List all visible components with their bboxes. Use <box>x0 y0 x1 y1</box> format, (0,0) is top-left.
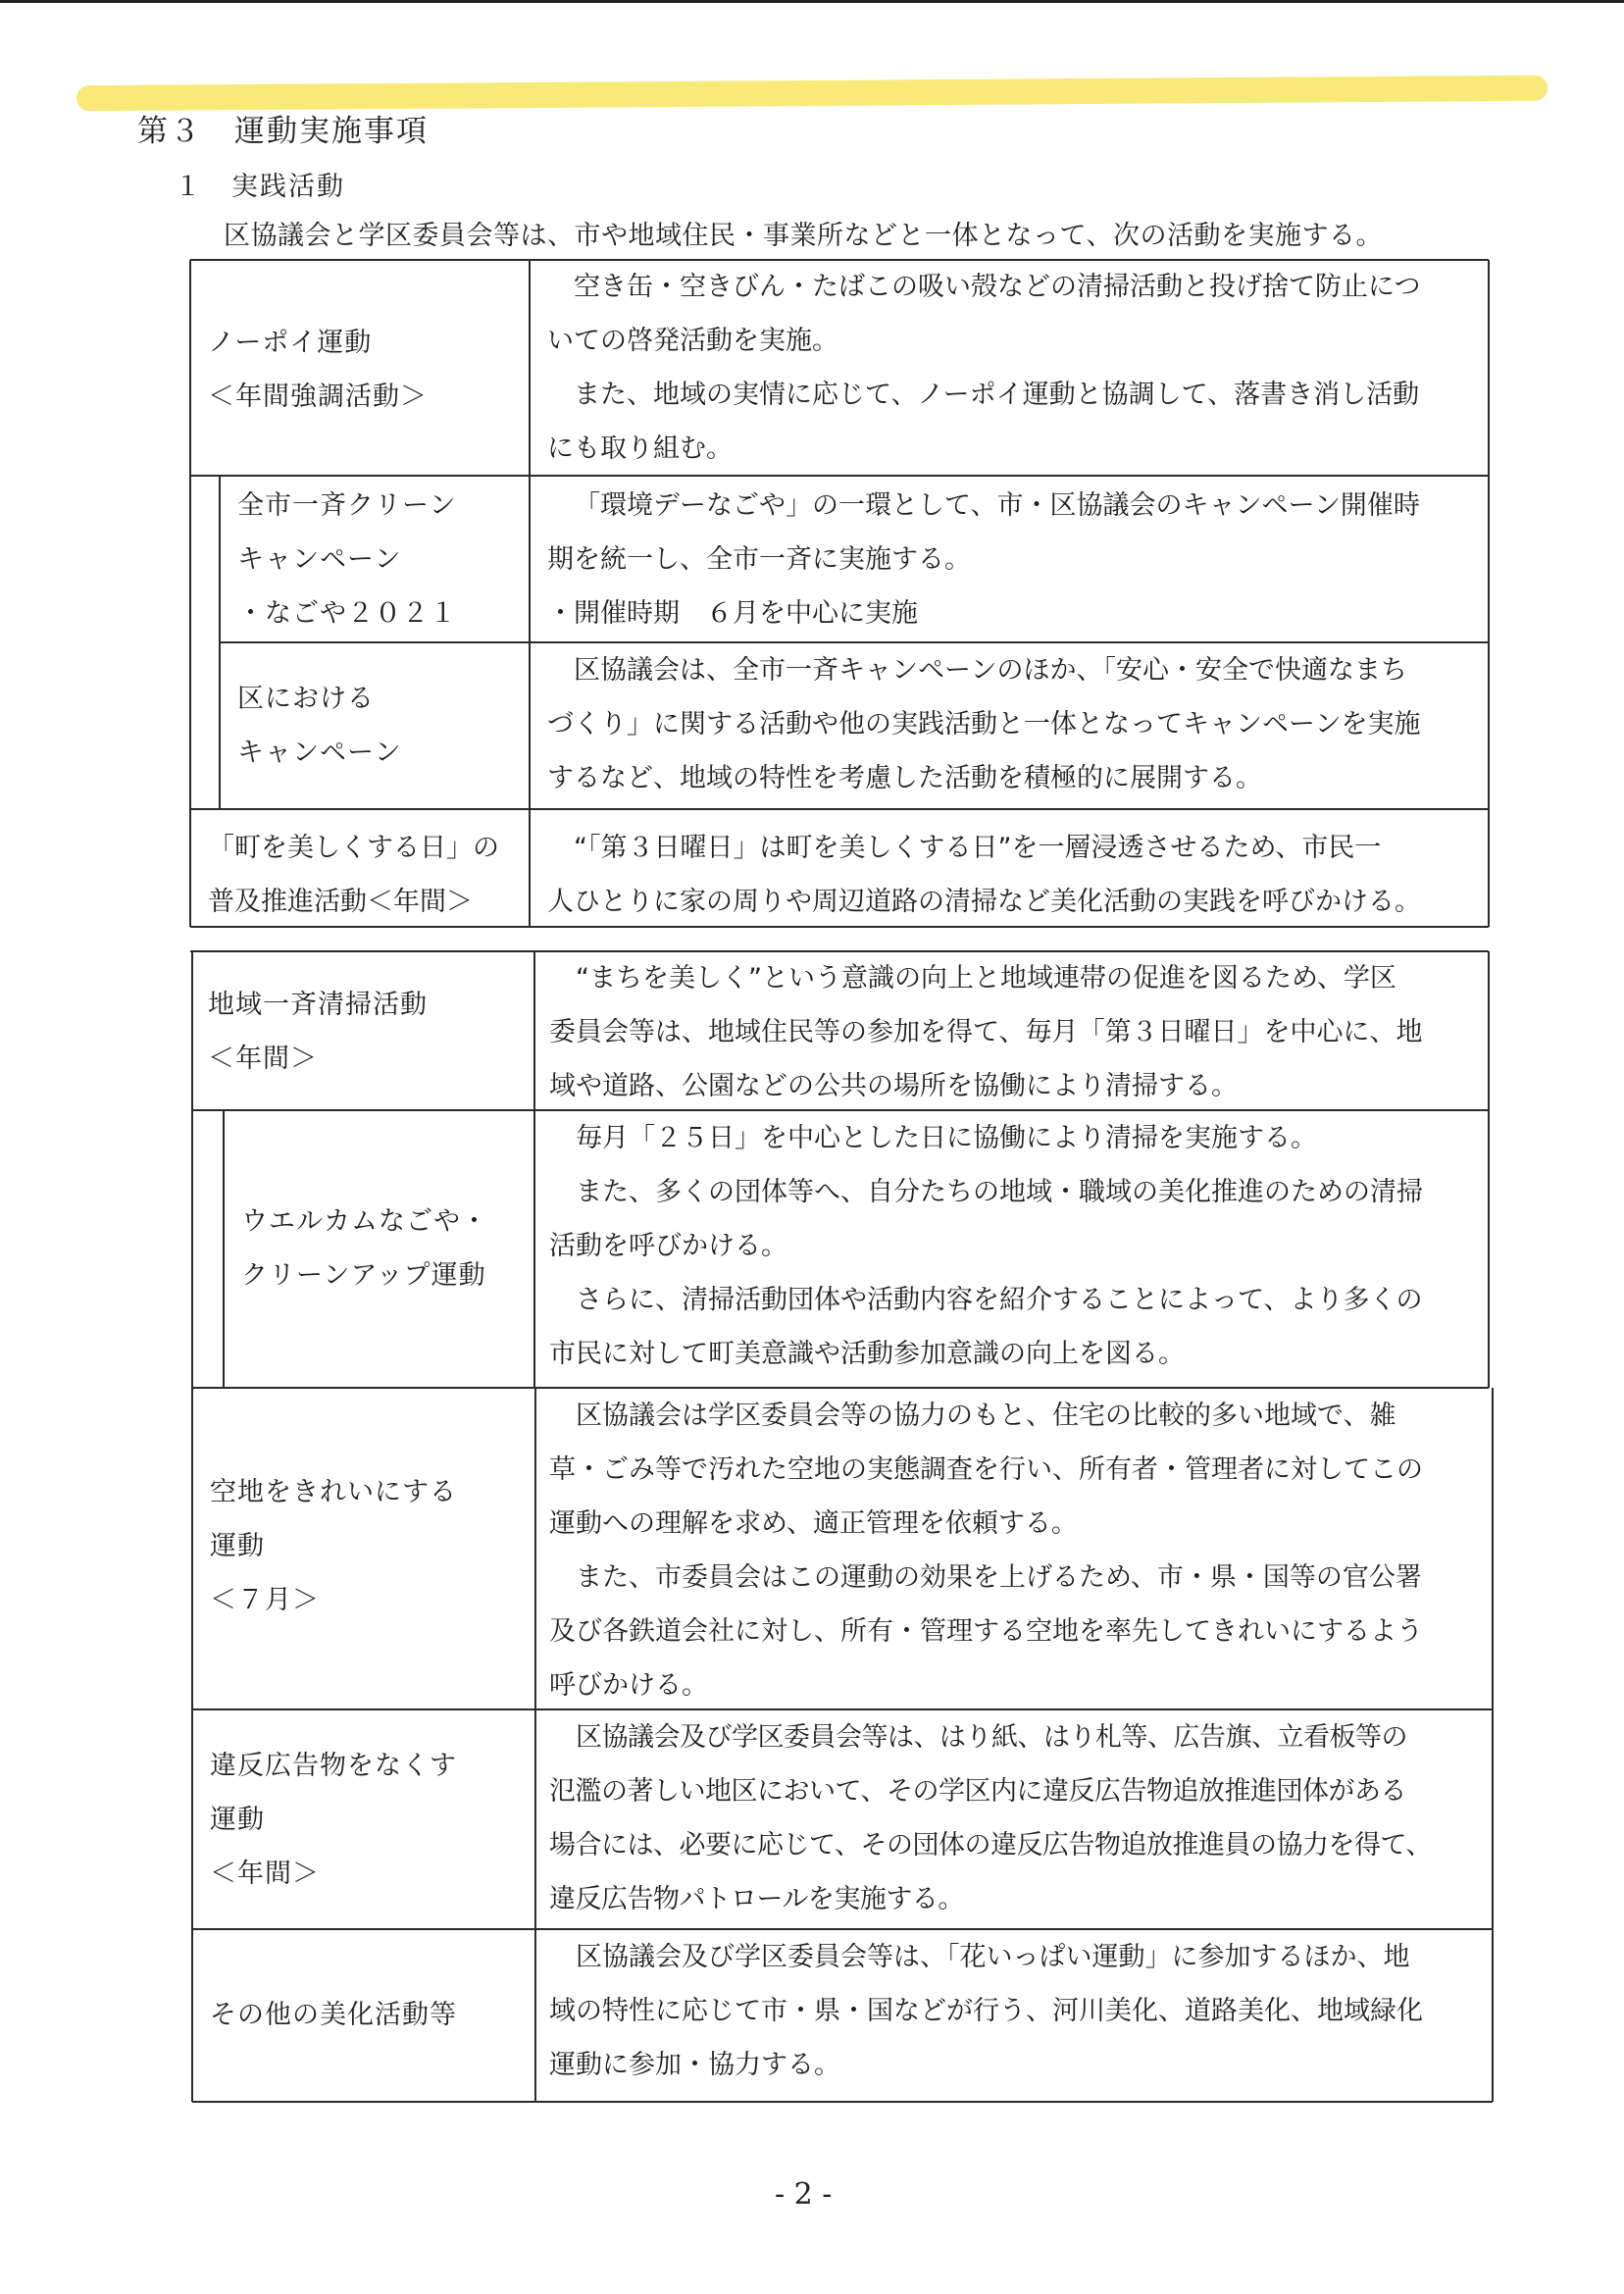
row-label: その他の美化活動等 <box>210 2000 457 2030</box>
section-heading: 第３ 運動実施事項 <box>137 114 429 149</box>
row-description: 区協議会及び学区委員会等は、はり紙、はり札等、広告旗、立看板等の 氾濫の著しい地区において、その学区内に違反広告物追放推進団体がある 場合には、必要に応じて、その団体の違反広告物追放推進員の協力を得て、 違反広告物パトロールを実施する。 <box>549 1722 1432 1914</box>
row-description: “「第３日曜日」は町を美しくする日”を一層浸透させるため、市民一 人ひとりに家の周りや周辺道路の清掃など美化活動の実践を呼びかける。 <box>547 833 1421 917</box>
row-label: 区における キャンペーン <box>237 684 402 768</box>
subsection-heading: １ 実践活動 <box>175 172 345 202</box>
row-label: 空地をきれいにする 運動 ＜７月＞ <box>210 1477 457 1615</box>
row-label: 全市一斉クリーン キャンペーン ・なごや２０２１ <box>237 490 457 629</box>
top-border <box>0 0 1624 3</box>
row-label: 違反広告物をなくす 運動 ＜年間＞ <box>210 1751 457 1889</box>
row-description: 空き缶・空きびん・たばこの吸い殻などの清掃活動と投げ捨て防止につ いての啓発活動を実施。 また、地域の実情に応じて、ノーポイ運動と協調して、落書き消し活動 にも取り組む。 <box>547 272 1421 464</box>
row-description: 区協議会は学区委員会等の協力のもと、住宅の比較的多い地域で、雑 草・ごみ等で汚れた空地の実態調査を行い、所有者・管理者に対してこの 運動への理解を求め、適正管理を依頼する。 また、市委員会はこの運動の効果を上げるため、市・県・国等の官公署 及び各鉄道会社に対し、所有・管理する空地を率先してきれいにするよう 呼びかける。 <box>549 1401 1423 1701</box>
page-number: - 2 - <box>775 2177 833 2212</box>
row-label: 「町を美しくする日」の 普及推進活動＜年間＞ <box>208 833 499 917</box>
row-description: 「環境デーなごや」の一環として、市・区協議会のキャンペーン開催時 期を統一し、全市一斉に実施する。 ・開催時期 ６月を中心に実施 <box>547 490 1420 629</box>
row-label: ウエルカムなごや・ クリーンアップ運動 <box>241 1206 488 1291</box>
row-label: ノーポイ運動 ＜年間強調活動＞ <box>208 328 428 412</box>
row-description: 区協議会及び学区委員会等は、「花いっぱい運動」に参加するほか、地 域の特性に応じて市・県・国などが行う、河川美化、道路美化、地域緑化 運動に参加・協力する。 <box>549 1942 1423 2080</box>
row-description: 区協議会は、全市一斉キャンペーンのほか、「安心・安全で快適なまち づくり」に関する活動や他の実践活動と一体となってキャンペーンを実施 するなど、地域の特性を考慮した活動を積極的に展開する。 <box>547 655 1421 793</box>
intro-paragraph: 区協議会と学区委員会等は、市や地域住民・事業所などと一体となって、次の活動を実施する。 <box>224 221 1383 251</box>
row-description: 毎月「２５日」を中心とした日に協働により清掃を実施する。 また、多くの団体等へ、自分たちの地域・職域の美化推進のための清掃 活動を呼びかける。 さらに、清掃活動団体や活動内容を紹介することによって、より多くの 市民に対して町美意識や活動参加意識の向上を図る。 <box>549 1123 1423 1369</box>
row-description: “まちを美しく”という意識の向上と地域連帯の促進を図るため、学区 委員会等は、地域住民等の参加を得て、毎月「第３日曜日」を中心に、地 域や道路、公園などの公共の場所を協働により清掃する。 <box>549 963 1423 1101</box>
row-label: 地域一斉清掃活動 ＜年間＞ <box>208 990 428 1074</box>
